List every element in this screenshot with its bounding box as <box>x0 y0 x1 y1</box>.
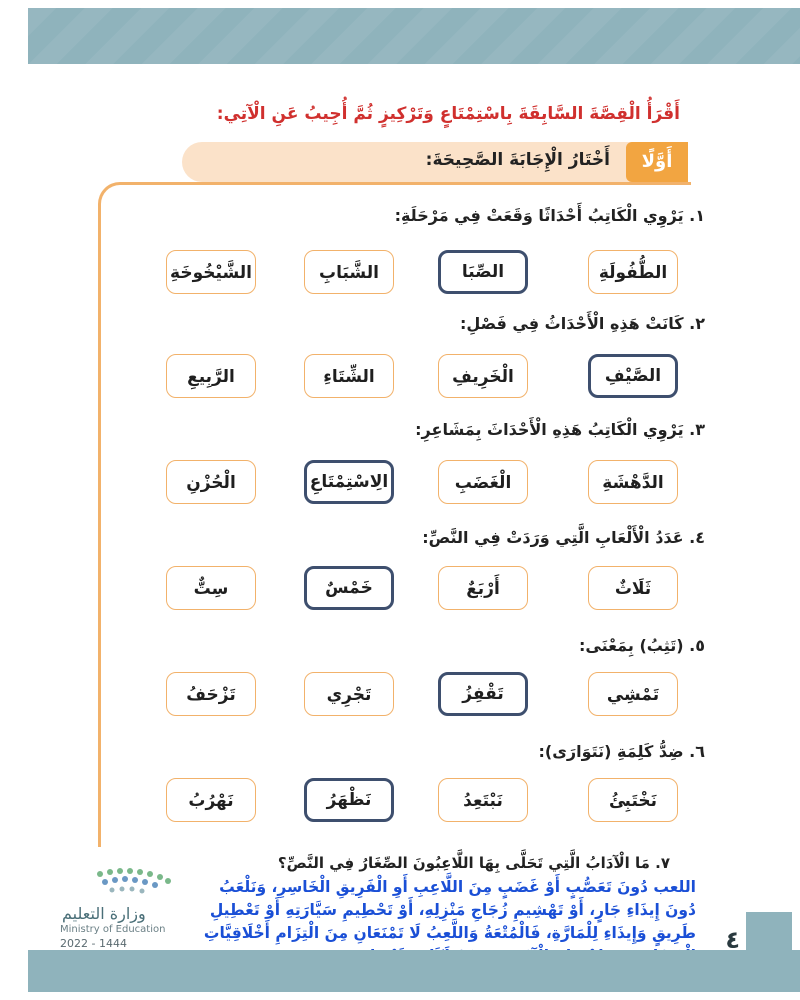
logo-english-text: Ministry of Education <box>60 924 166 935</box>
option-4-1[interactable]: ثَلَاثٌ <box>588 566 678 610</box>
question-1: ١. يَرْوِي الْكَاتِبُ أَحْدَاثًا وَقَعَتْ فِي مَرْحَلَةِ: <box>394 206 705 225</box>
question-4: ٤. عَدَدُ الْأَلْعَابِ الَّتِي وَرَدَتْ فِي النَّصِّ: <box>422 528 705 547</box>
option-1-4[interactable]: الشَّيْخُوخَةِ <box>166 250 256 294</box>
option-2-4[interactable]: الرَّبِيعِ <box>166 354 256 398</box>
page-number: ٤ <box>725 926 740 954</box>
option-3-1[interactable]: الدَّهْشَةِ <box>588 460 678 504</box>
question-3: ٣. يَرْوِي الْكَاتِبُ هَذِهِ الْأَحْدَاثَ بِمَشَاعِرِ: <box>415 420 705 439</box>
option-1-1[interactable]: الطُّفُولَةِ <box>588 250 678 294</box>
option-4-4[interactable]: سِتٌّ <box>166 566 256 610</box>
instruction-text: أَقْرَأُ الْقِصَّةَ السَّابِقَةَ بِاسْتِمْتَاعٍ وَتَرْكِيزٍ ثُمَّ أُجِيبُ عَنِ الْآتِي: <box>216 104 680 124</box>
answer-text[interactable]: اللعب دُونَ تَعَصُّبٍ أَوْ غَضَبٍ مِنَ اللَّاعِبِ أَوِ الْفَرِيقِ الْخَاسِرِ، وَنَلْعَبُ دُونَ إِيذَاءِ جَارٍ، أَوْ تَهْشِيمِ زُجَاجِ مَنْزِلِهِ، أَوْ تَحْطِيمِ سَيَّارَتِهِ أَوْ تَعْطِيلِ طَرِيقٍ وَإِيذَاءِ لِلْمَارَّةِ، فَالْمُتْعَةُ وَاللَّعِبُ لَا تَمْنَعَانِ مِنَ الْتِزَامِ أَخْلَاقِيَّاتِ <box>203 878 696 942</box>
section-badge: أَوَّلًا <box>626 142 688 182</box>
option-6-3-selected[interactable]: نَظْهَرُ <box>304 778 394 822</box>
option-4-2[interactable]: أَرْبَعٌ <box>438 566 528 610</box>
question-6: ٦. ضِدُّ كَلِمَةِ (نَتَوَارَى): <box>538 742 705 761</box>
option-3-3-selected[interactable]: الِاسْتِمْتَاعِ <box>304 460 394 504</box>
option-1-3[interactable]: الشَّبَابِ <box>304 250 394 294</box>
option-2-3[interactable]: الشِّتَاءِ <box>304 354 394 398</box>
option-5-4[interactable]: تَزْحَفُ <box>166 672 256 716</box>
question-7: ٧. مَا الْآدَابُ الَّتِي تَحَلَّى بِهَا اللَّاعِبُونَ الصِّغَارُ فِي النَّصِّ؟ <box>277 854 670 872</box>
option-6-4[interactable]: نَهْرُبُ <box>166 778 256 822</box>
section-title: أَخْتَارُ الْإِجَابَةَ الصَّحِيحَةَ: <box>425 150 610 170</box>
option-3-2[interactable]: الْغَضَبِ <box>438 460 528 504</box>
page-tab <box>746 912 792 990</box>
logo-year: 2022 - 1444 <box>60 937 127 950</box>
question-2: ٢. كَانَتْ هَذِهِ الْأَحْدَاثُ فِي فَصْلِ: <box>459 314 705 333</box>
option-1-2-selected[interactable]: الصِّبَا <box>438 250 528 294</box>
option-5-1[interactable]: تَمْشِي <box>588 672 678 716</box>
footer-band <box>28 950 800 992</box>
header-pattern <box>28 8 800 64</box>
question-5: ٥. (تَثِبُ) بِمَعْنَى: <box>579 636 705 655</box>
option-6-1[interactable]: نَخْتَبِئُ <box>588 778 678 822</box>
option-5-2-selected[interactable]: تَقْفِزُ <box>438 672 528 716</box>
option-4-3-selected[interactable]: خَمْسٌ <box>304 566 394 610</box>
section-header <box>182 142 688 182</box>
logo-arabic-text: وزارة التعليم <box>62 904 146 923</box>
option-3-4[interactable]: الْحُزْنِ <box>166 460 256 504</box>
option-5-3[interactable]: تَجْرِي <box>304 672 394 716</box>
option-6-2[interactable]: نَبْتَعِدُ <box>438 778 528 822</box>
option-2-1-selected[interactable]: الصَّيْفِ <box>588 354 678 398</box>
option-2-2[interactable]: الْخَرِيفِ <box>438 354 528 398</box>
